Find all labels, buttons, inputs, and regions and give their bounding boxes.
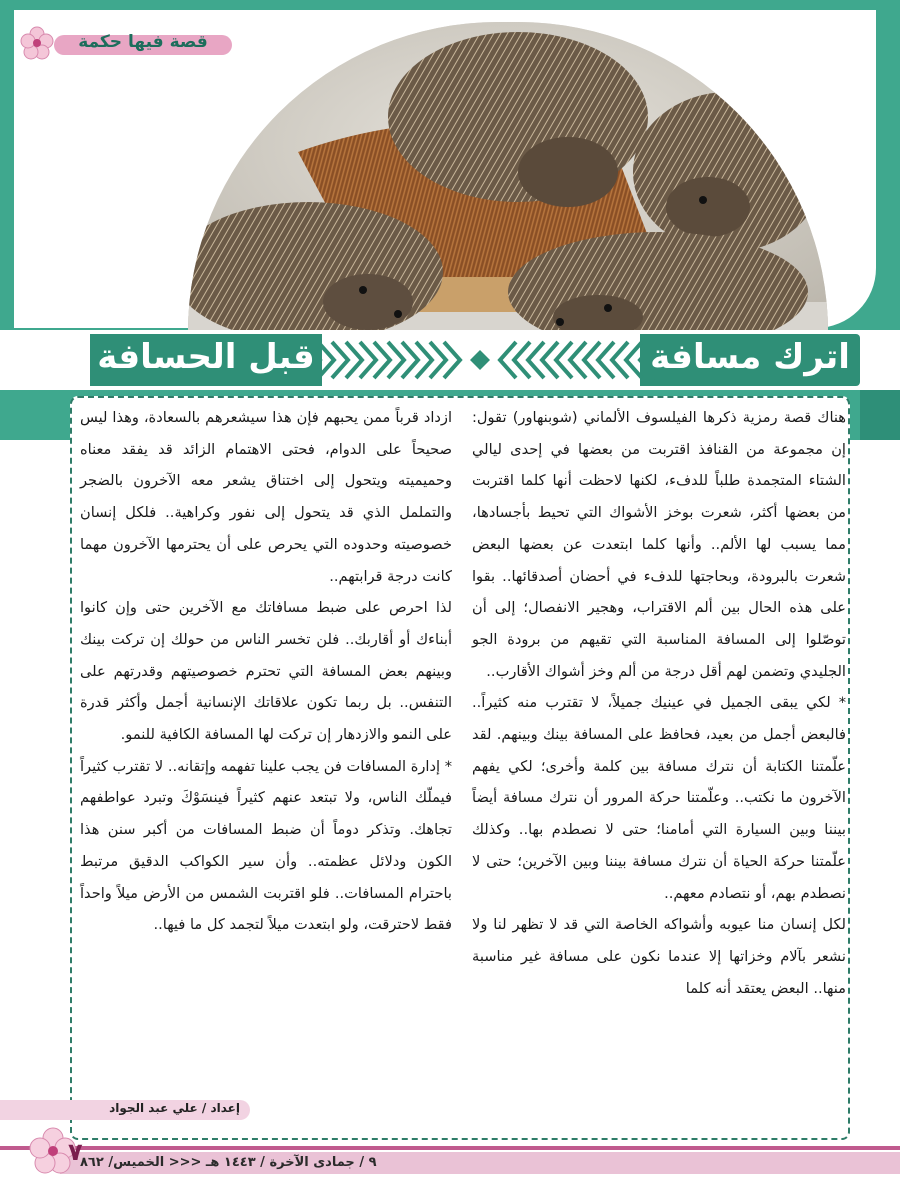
flower-icon [20, 26, 54, 60]
page-number: ٧ [68, 1138, 83, 1166]
paragraph: * لكي يبقى الجميل في عينيك جميلاً، لا تقترب منه كثيراً.. فالبعض أجمل من بعيد، فحافظ على المسافة بينك وبينهم. لقد علّمتنا الكتابة أن نترك مسافة بين كلمة وأخرى؛ لكي يفهم الآخرون ما نكتب.. وعلّمتنا حركة المرور أن نترك مسافة أيضاً بيننا وبين السيارة التي أمامنا؛ حتى لا نصطدم بها.. وكذلك علّمتنا حركة الحياة أن نترك مسافة بيننا وبين الآخرين؛ حتى لا نصطدم بهم، أو نتصادم معهم.. [472, 694, 846, 902]
paragraph: هناك قصة رمزية ذكرها الفيلسوف الألماني (شوبنهاور) تقول: إن مجموعة من القنافذ اقتربت من بعضها في إحدى ليالي الشتاء المتجمدة طلباً للدفء، لكنها لاحظت أنها كلما اقتربت من بعضها أكثر، شعرت بوخز الأشواك التي تحيط بأجسادها، مما يسبب لها الألم.. وأنها كلما ابتعدت عن بعضها البعض شعرت بالبرودة، وبحاجتها للدفء في أحضان أصدقائها.. بقوا على هذه الحال بين ألم الاقتراب، وهجير الانفصال؛ إلى أن توصّلوا إلى المسافة المناسبة التي تقيهم من برودة الجو الجليدي وتضمن لهم أقل درجة من ألم وخز أشواك الأقارب.. [472, 409, 846, 680]
title-right: اترك مسافة [650, 337, 850, 377]
paragraph: ازداد قرباً ممن يحبهم فإن هذا سيشعرهم بالسعادة، وهذا ليس صحيحاً على الدوام، فحتى الاهتمام الزائد قد يفقد معناه وحميميته ويتحول إلى اختناق يشعر معه الآخرون بالضجر والتململ الذي قد يتحول إلى نفور وكراهية.. فلكل إنسان خصوصيته وحدوده التي يحرص على أن يحترمها الآخرون مهما كانت درجة قرابتهم.. [80, 409, 452, 585]
footer-line [0, 1146, 900, 1150]
series-tag [18, 26, 234, 60]
author-credit [0, 1096, 250, 1122]
series-label: قصة فيها حكمة [78, 32, 208, 52]
paragraph: لذا احرص على ضبط مسافاتك مع الآخرين حتى وإن كانوا أبناءك أو أقاربك.. فلن تخسر الناس من حولك إن تركت بينك وبينهم بعض المسافة التي تحترم خصوصيتهم وقدرتهم على التنفس.. بل ربما تكون علاقاتك الإنسانية أجمل وأكثر قدرة على النمو والازدهار إن تركت لها المسافة الكافية للنمو. [80, 599, 452, 744]
article-column-right [472, 402, 846, 1004]
paragraph: لكل إنسان منا عيوبه وأشواكه الخاصة التي قد لا تظهر لنا ولا نشعر بآلام وخزاتها إلا عندما نكون على مسافة غير مناسبة منها.. البعض يعتقد أنه كلما [472, 916, 846, 997]
footer-date: ٩ / جمادى الآخرة / ١٤٤٣ هـ <<< الخميس/ ٨٦٢ [80, 1155, 377, 1170]
article-box [70, 396, 850, 1140]
credit-text: إعداد / علي عبد الجواد [109, 1101, 240, 1115]
chevron-divider-icon [300, 338, 660, 382]
paragraph: * إدارة المسافات فن يجب علينا تفهمه وإتقانه.. لا تقترب كثيراً فيملّك الناس، ولا تبتعد عنهم كثيراً فينسَوْكَ وتبرد عواطفهم تجاهك. وتذكر دوماً أن ضبط المسافات من أكبر سنن هذا الكون ودلائل عظمته.. وأن سير الكواكب الدقيق مرتبط باحترام المسافات.. فلو اقتربت الشمس من الأرض ميلاً واحداً فقط لاحترقت، ولو ابتعدت ميلاً لتجمد كل ما فيها.. [80, 757, 452, 934]
article-column-left [80, 402, 452, 941]
title-left: قبل الحسافة [97, 337, 315, 377]
page-number-badge [28, 1126, 88, 1186]
